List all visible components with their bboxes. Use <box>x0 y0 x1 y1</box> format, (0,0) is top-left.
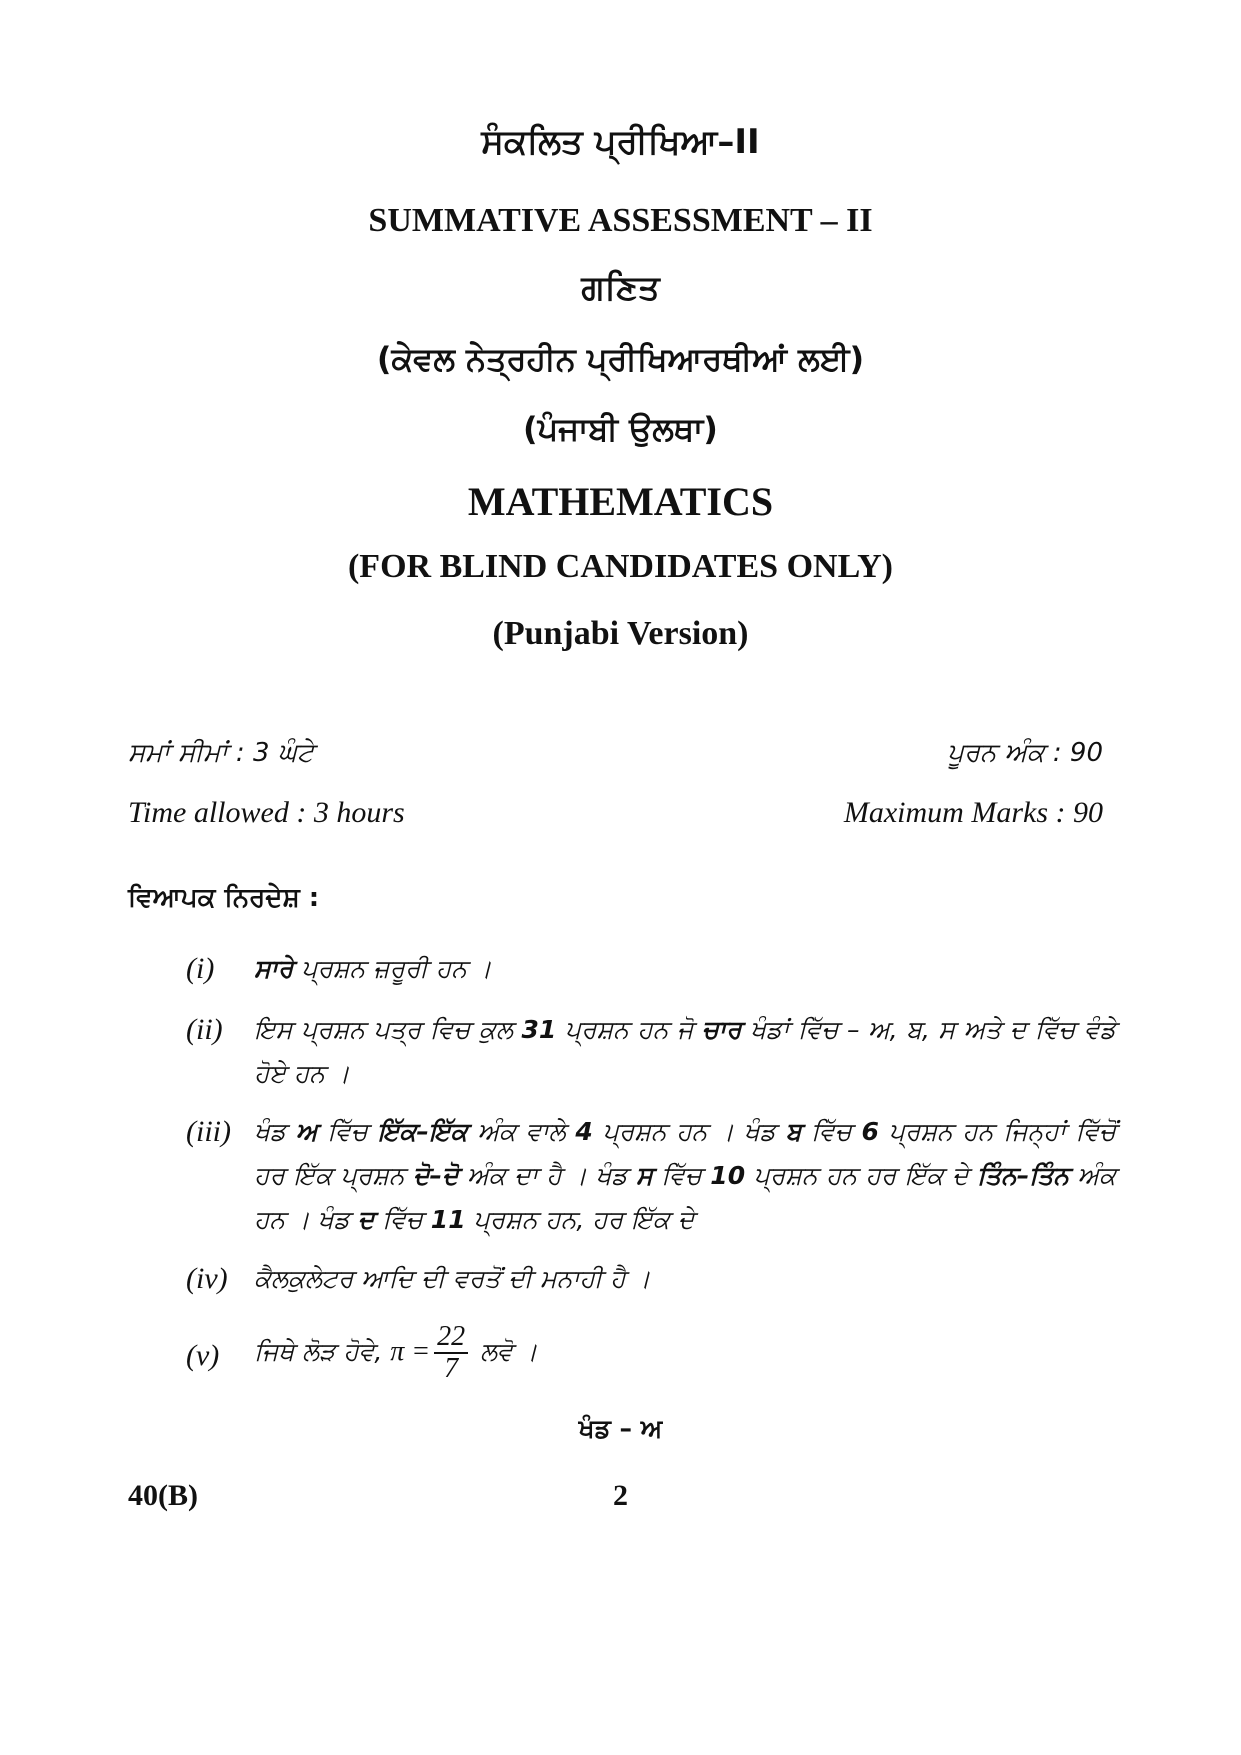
maximum-marks-punjabi: ਪੂਰਨ ਅੰਕ : 90 <box>947 738 1103 768</box>
instruction-number: (i) <box>186 952 215 985</box>
instruction-number: (ii) <box>186 1013 223 1046</box>
instruction-text: ਜਿਥੇ ਲੋੜ ਹੋਵੇ, π = $\frac{22}{7}$ ਲਵੋ । <box>254 1321 538 1384</box>
instruction-number: (v) <box>186 1339 220 1372</box>
page-number: 2 <box>613 1479 628 1512</box>
instruction-number: (iii) <box>186 1115 231 1148</box>
general-instructions-heading: ਵਿਆਪਕ ਨਿਰਦੇਸ਼ : <box>128 883 320 913</box>
instruction-item <box>186 1110 1116 1242</box>
title-english: SUMMATIVE ASSESSMENT – II <box>368 202 873 239</box>
blind-candidates-english: (FOR BLIND CANDIDATES ONLY) <box>347 548 893 585</box>
fraction <box>434 1322 468 1384</box>
section-heading: ਖੰਡ – ਅ <box>578 1414 663 1443</box>
title-punjabi: ਸੰਕਲਿਤ ਪ੍ਰੀਖਿਆ–II <box>481 122 760 162</box>
instruction-text: ਕੈਲਕੁਲੇਟਰ ਆਦਿ ਦੀ ਵਰਤੋਂ ਦੀ ਮਨਾਹੀ ਹੈ । <box>254 1264 651 1293</box>
fraction-denominator: 7 <box>444 1353 459 1384</box>
instruction-text: ਇਸ ਪ੍ਰਸ਼ਨ ਪਤ੍ਰ ਵਿਚ ਕੁਲ 31 ਪ੍ਰਸ਼ਨ ਹਨ ਜੋ ਚਾਰ ਖੰਡਾਂ ਵਿੱਚ – ਅ, ਬ, ਸ ਅਤੇ ਦ ਵਿੱਚ ਵੰਡੇ ਹੋਏ ਹਨ । <box>254 1015 1116 1088</box>
instruction-number: (iv) <box>186 1262 228 1295</box>
time-allowed-english: Time allowed : 3 hours <box>128 796 405 829</box>
pi-symbol: π = <box>390 1336 431 1367</box>
instruction-item <box>186 947 1116 991</box>
subject-english: MATHEMATICS <box>467 479 774 524</box>
fraction-numerator: 22 <box>434 1322 468 1354</box>
version-punjabi: (ਪੰਜਾਬੀ ਉਲਥਾ) <box>523 410 718 448</box>
instruction-item <box>186 1257 1116 1301</box>
time-allowed-punjabi: ਸਮਾਂ ਸੀਮਾਂ : 3 ਘੰਟੇ <box>128 738 314 768</box>
instruction-text: ਸਾਰੇ ਪ੍ਰਸ਼ਨ ਜ਼ਰੂਰੀ ਹਨ । <box>254 954 492 983</box>
instruction-item <box>186 1008 1116 1096</box>
paper-code: 40(B) <box>128 1479 198 1512</box>
version-english: (Punjabi Version) <box>492 615 749 652</box>
instruction-text: ਖੰਡ ਅ ਵਿੱਚ ਇੱਕ–ਇੱਕ ਅੰਕ ਵਾਲੇ 4 ਪ੍ਰਸ਼ਨ ਹਨ । ਖੰਡ ਬ ਵਿੱਚ 6 ਪ੍ਰਸ਼ਨ ਹਨ ਜਿਨ੍ਹਾਂ ਵਿੱਚੋਂ ਹਰ ਇੱਕ ਪ੍ਰਸ਼ਨ ਦੋ–ਦੋ ਅੰਕ ਦਾ ਹੈ । ਖੰਡ ਸ ਵਿੱਚ 10 ਪ੍ਰਸ਼ਨ ਹਨ ਹਰ ਇੱਕ ਦੇ ਤਿੰਨ–ਤਿੰਨ ਅੰਕ ਹਨ । ਖੰਡ ਦ ਵਿੱਚ 11 ਪ੍ਰਸ਼ਨ ਹਨ, ਹਰ ਇੱਕ ਦੇ <box>254 1117 1117 1234</box>
maximum-marks-english: Maximum Marks : 90 <box>843 796 1103 829</box>
blind-candidates-punjabi: (ਕੇਵਲ ਨੇਤ੍ਰਹੀਨ ਪ੍ਰੀਖਿਆਰਥੀਆਂ ਲਈ) <box>376 340 865 378</box>
subject-punjabi: ਗਣਿਤ <box>581 268 660 308</box>
instruction-item <box>186 1322 1116 1384</box>
